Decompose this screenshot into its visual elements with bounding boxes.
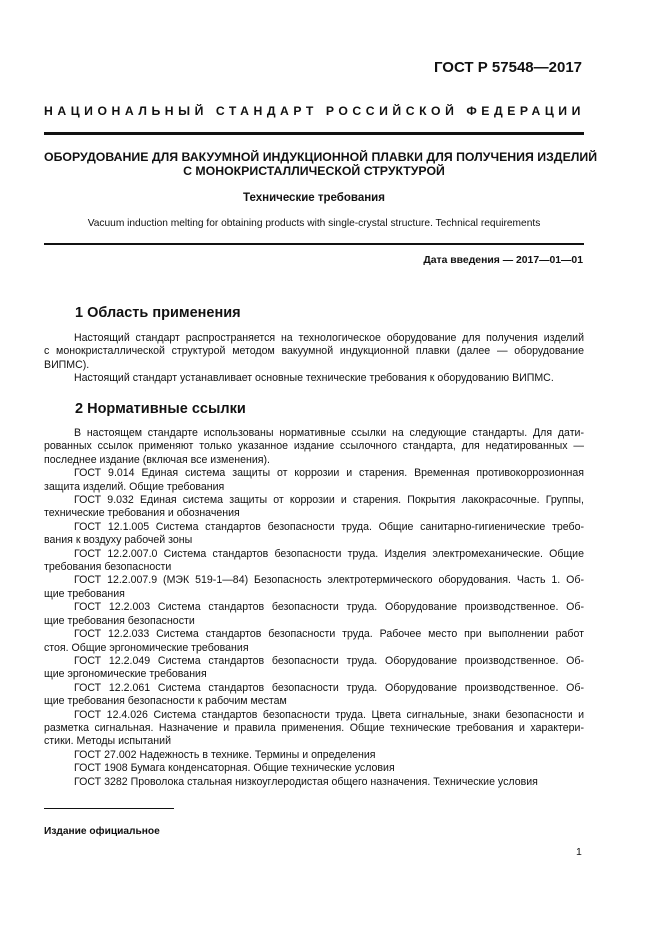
standard-header: НАЦИОНАЛЬНЫЙ СТАНДАРТ РОССИЙСКОЙ ФЕДЕРАЦИИ <box>44 104 585 118</box>
paragraph-line: ГОСТ 12.2.061 Система стандартов безопасности труда. Оборудование производственное. Об- <box>74 681 584 694</box>
paragraph <box>44 762 584 775</box>
paragraph <box>44 332 584 372</box>
paragraph-line: последнее издание (включая все изменения). <box>44 453 270 466</box>
paragraph <box>44 628 584 655</box>
paragraph <box>44 749 584 762</box>
paragraph-line: щие требования <box>44 587 125 600</box>
english-title: Vacuum induction melting for obtaining products with single-crystal structure. Technical requirements <box>87 218 541 229</box>
document-subtitle: Технические требования <box>243 192 385 204</box>
paragraph <box>44 601 584 628</box>
paragraph-line: щие требования безопасности к рабочим местам <box>44 695 287 708</box>
paragraph-line: ГОСТ 3282 Проволока стальная низкоуглеродистая общего назначения. Технические условия <box>74 775 538 788</box>
section-body <box>44 332 584 386</box>
paragraph <box>44 776 584 789</box>
paragraph <box>44 655 584 682</box>
paragraph-line: ГОСТ 9.032 Единая система защиты от коррозии и старения. Покрытия лакокрасочные. Группы, <box>74 494 584 507</box>
paragraph-line: щие эргономические требования <box>44 668 207 681</box>
paragraph-line: Настоящий стандарт устанавливает основные технические требования к оборудованию ВИПМС. <box>74 372 554 385</box>
paragraph-line: ГОСТ 12.2.003 Система стандартов безопасности труда. Оборудование производственное. Об- <box>74 601 584 614</box>
paragraph-line: В настоящем стандарте использованы нормативные ссылки на следующие стандарты. Для дати- <box>74 427 584 439</box>
document-title <box>44 150 598 178</box>
section-heading: 1 Область применения <box>75 305 241 321</box>
paragraph-line: ГОСТ 12.2.007.0 Система стандартов безопасности труда. Изделия электромеханические. Общие <box>74 547 584 560</box>
title-line: С МОНОКРИСТАЛЛИЧЕСКОЙ СТРУКТУРОЙ <box>183 164 445 178</box>
paragraph-line: вания к воздуху рабочей зоны <box>44 534 193 547</box>
paragraph <box>44 494 584 521</box>
paragraph-line: защита изделий. Общие требования <box>44 480 225 493</box>
paragraph-line: технические требования и обозначения <box>44 507 240 520</box>
section-body <box>44 427 584 789</box>
edition-note: Издание официальное <box>44 826 160 837</box>
paragraph-line: ГОСТ 9.014 Единая система защиты от коррозии и старения. Временная противокоррозионная <box>74 467 584 480</box>
paragraph <box>44 467 584 494</box>
paragraph-line: стоя. Общие эргономические требования <box>44 641 249 654</box>
paragraph <box>44 682 584 709</box>
paragraph-line: ГОСТ 1908 Бумага конденсаторная. Общие технические условия <box>74 762 395 775</box>
paragraph-line: разметка сигнальная. Назначение и правила применения. Общие технические требования и характери- <box>44 721 584 734</box>
paragraph-line: требования безопасности <box>44 561 172 574</box>
footer-rule <box>44 808 174 809</box>
paragraph-line: Настоящий стандарт распространяется на технологическое оборудование для получения изделий <box>74 332 584 344</box>
paragraph-line: ГОСТ 12.2.007.9 (МЭК 519-1—84) Безопасность электротермического оборудования. Часть 1. Об- <box>74 574 584 587</box>
document-number: ГОСТ Р 57548—2017 <box>433 59 582 76</box>
paragraph <box>44 574 584 601</box>
paragraph-line: рованных ссылок применяют только указанное издание ссылочного стандарта, для недатированных — <box>44 440 584 453</box>
section-heading: 2 Нормативные ссылки <box>75 401 246 417</box>
paragraph <box>44 372 584 385</box>
paragraph-line: ГОСТ 27.002 Надежность в технике. Термины и определения <box>74 748 376 761</box>
paragraph <box>44 709 584 749</box>
paragraph-line: стики. Методы испытаний <box>44 735 171 748</box>
title-rule <box>44 243 584 245</box>
header-rule <box>44 132 584 135</box>
paragraph <box>44 548 584 575</box>
paragraph-line: ГОСТ 12.4.026 Система стандартов безопасности труда. Цвета сигнальные, знаки безопасности и <box>74 708 584 721</box>
paragraph-line: ГОСТ 12.2.049 Система стандартов безопасности труда. Оборудование производственное. Об- <box>74 654 584 667</box>
paragraph-line: ГОСТ 12.1.005 Система стандартов безопасности труда. Общие санитарно-гигиенические требо- <box>74 520 584 533</box>
paragraph-line: ГОСТ 12.2.033 Система стандартов безопасности труда. Рабочее место при выполнении работ <box>74 628 584 641</box>
page-number: 1 <box>576 846 582 858</box>
paragraph <box>44 521 584 548</box>
introduction-date: Дата введения — 2017—01—01 <box>423 255 583 266</box>
title-line: ОБОРУДОВАНИЕ ДЛЯ ВАКУУМНОЙ ИНДУКЦИОННОЙ ПЛАВКИ ДЛЯ ПОЛУЧЕНИЯ ИЗДЕЛИЙ <box>44 150 598 164</box>
paragraph <box>44 427 584 467</box>
paragraph-line: щие требования безопасности <box>44 614 195 627</box>
paragraph-line: с монокристаллической структурой методом вакуумной индукционной плавки (далее — оборудование <box>44 345 584 358</box>
paragraph-line: ВИПМС). <box>44 358 90 371</box>
